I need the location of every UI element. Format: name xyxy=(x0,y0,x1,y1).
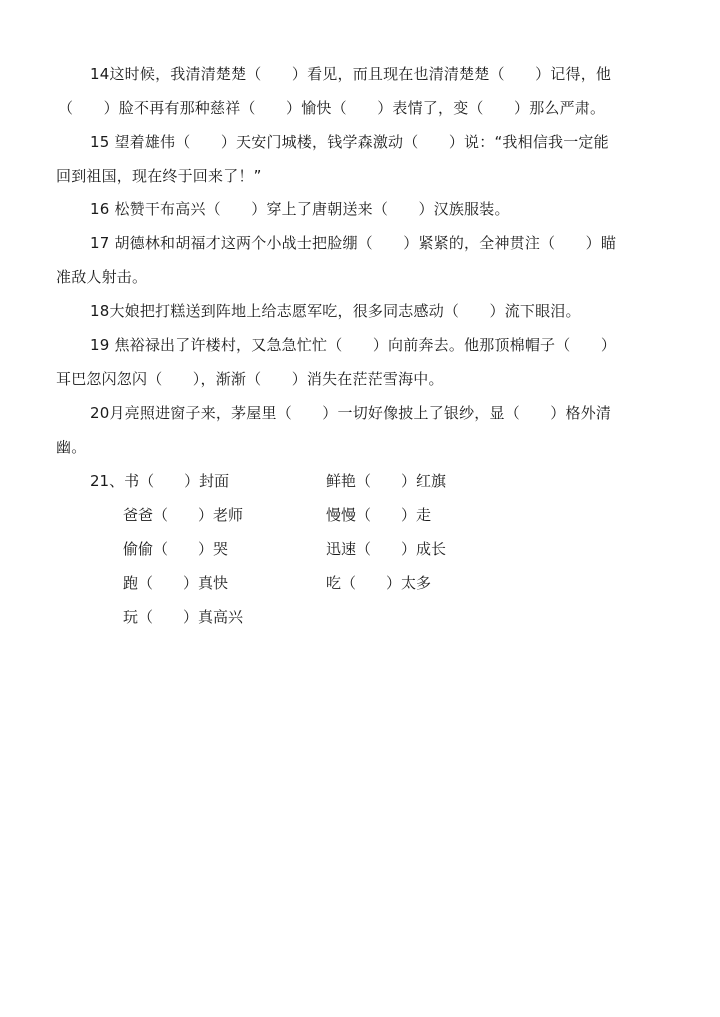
q21-left-item: 爸爸（ ）老师 xyxy=(123,506,244,524)
question-15-line-1: 15 望着雄伟（ ）天安门城楼，钱学森激动（ ）说：“我相信我一定能 xyxy=(90,133,609,151)
question-19-line-1: 19 焦裕禄出了许楼村，又急急忙忙（ ）向前奔去。他那顶棉帽子（ ） xyxy=(90,336,617,354)
q21-right-item: 鲜艳（ ）红旗 xyxy=(326,472,447,490)
q21-left-item: 21、书（ ）封面 xyxy=(90,472,230,490)
question-17-line-2: 准敌人射击。 xyxy=(56,268,148,286)
question-14-line-1: 14这时候，我清清楚楚（ ）看见，而且现在也清清楚楚（ ）记得，他 xyxy=(90,65,612,83)
q21-right-item: 慢慢（ ）走 xyxy=(326,506,432,524)
q21-right-item: 迅速（ ）成长 xyxy=(326,540,447,558)
q21-left-item: 玩（ ）真高兴 xyxy=(123,608,244,626)
question-18: 18大娘把打糕送到阵地上给志愿军吃，很多同志感动（ ）流下眼泪。 xyxy=(90,302,581,320)
q21-left-item: 偷偷（ ）哭 xyxy=(123,540,229,558)
question-17-line-1: 17 胡德林和胡福才这两个小战士把脸绷（ ）紧紧的，全神贯注（ ）瞄 xyxy=(90,234,617,252)
q21-right-item: 吃（ ）太多 xyxy=(326,574,432,592)
q21-left-item: 跑（ ）真快 xyxy=(123,574,229,592)
question-19-line-2: 耳巴忽闪忽闪（ ），渐渐（ ）消失在茫茫雪海中。 xyxy=(56,370,444,388)
question-16: 16 松赞干布高兴（ ）穿上了唐朝送来（ ）汉族服装。 xyxy=(90,200,510,218)
question-14-line-2: （ ）脸不再有那种慈祥（ ）愉快（ ）表情了，变（ ）那么严肃。 xyxy=(58,99,606,117)
question-20-line-1: 20月亮照进窗子来，茅屋里（ ）一切好像披上了银纱，显（ ）格外清 xyxy=(90,404,612,422)
question-20-line-2: 幽。 xyxy=(56,438,87,456)
question-15-line-2: 回到祖国，现在终于回来了！” xyxy=(56,167,262,185)
